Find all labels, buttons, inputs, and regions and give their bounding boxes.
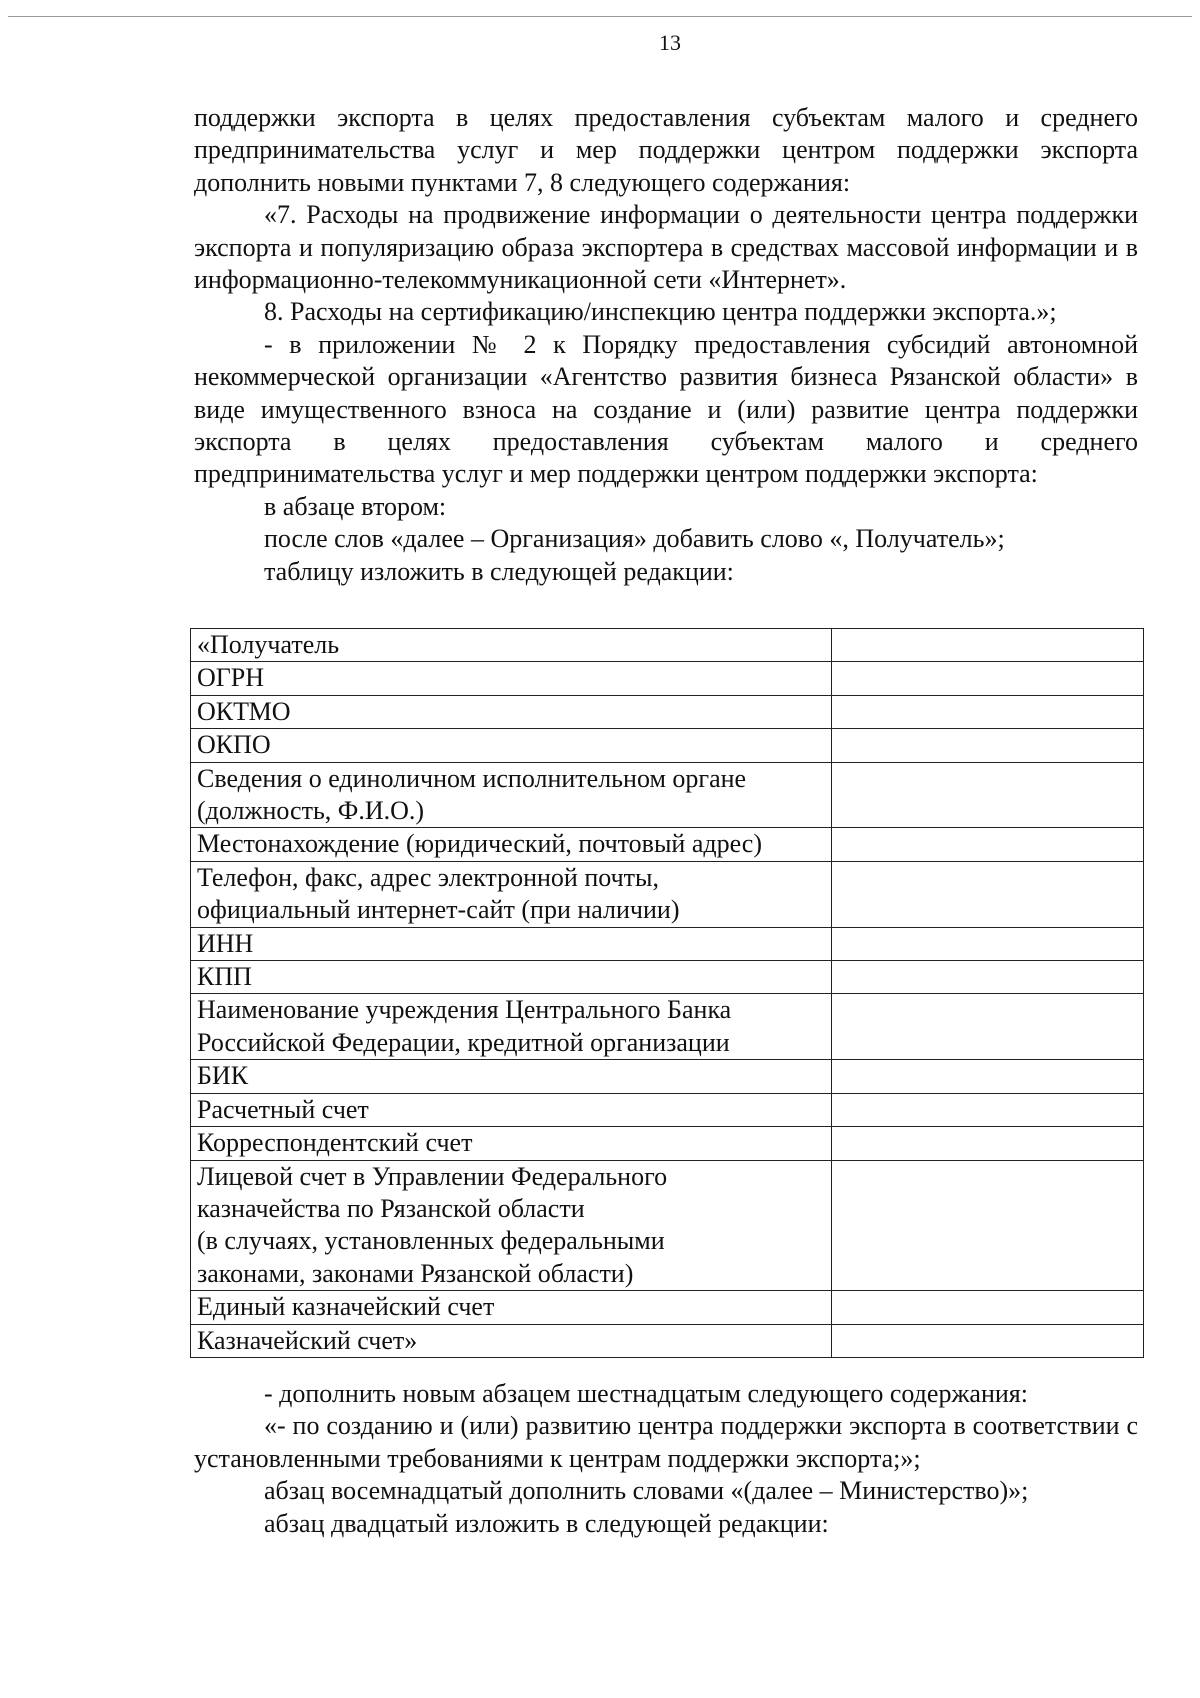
- table-cell-line: Корреспондентский счет: [197, 1128, 473, 1158]
- paragraph-abzac-20: абзац двадцатый изложить в следующей редакции:: [264, 1508, 829, 1538]
- table-row: [191, 1324, 1144, 1357]
- table-cell-label: [191, 729, 832, 762]
- table-cell-line: Казначейский счет»: [197, 1325, 418, 1355]
- table-cell-label: [191, 927, 832, 960]
- table-cell-value: [831, 861, 1143, 927]
- table-cell-line: КПП: [197, 962, 252, 992]
- table-row: [191, 1093, 1144, 1126]
- table-row: [191, 629, 1144, 662]
- table-cell-line: Телефон, факс, адрес электронной почты,: [197, 862, 659, 892]
- requisites-table: [190, 628, 1144, 1358]
- paragraph-new-abzac-16: - дополнить новым абзацем шестнадцатым следующего содержания:: [264, 1379, 1028, 1408]
- paragraph-continuation: поддержки экспорта в целях предоставления субъектам малого и среднего предпринимательства услуг и мер поддержки центром поддержки экспорта дополнить новыми пунктами 7, 8 следующего содержания:: [194, 103, 1138, 197]
- paragraph-table-intro: таблицу изложить в следующей редакции:: [264, 556, 734, 586]
- table-cell-line: Лицевой счет в Управлении Федерального: [197, 1161, 668, 1191]
- table-cell-line: ОКТМО: [197, 696, 291, 726]
- page-number: 13: [659, 30, 681, 55]
- table-cell-value: [831, 828, 1143, 861]
- table-cell-label: [191, 1127, 832, 1160]
- table-cell-line: казначейства по Рязанской области: [197, 1193, 585, 1223]
- table-row: [191, 994, 1144, 1060]
- table-cell-value: [831, 927, 1143, 960]
- table-cell-line: Российской Федерации, кредитной организации: [197, 1027, 730, 1057]
- table-cell-line: официальный интернет-сайт (при наличии): [197, 895, 680, 925]
- paragraph-appendix-2: - в приложении № 2 к Порядку предоставления субсидий автономной некоммерческой организации «Агентство развития бизнеса Рязанской области» в виде имущественного взноса на создание и (или) развитие центра поддержки экспорта в целях предоставления субъектам малого и среднего предпринимательства услуг и мер поддержки центром поддержки экспорта:: [194, 329, 1138, 489]
- paragraph-abzac-18: абзац восемнадцатый дополнить словами «(далее – Министерство)»;: [264, 1476, 1029, 1506]
- table-cell-label: [191, 1160, 832, 1291]
- table-cell-line: «Получатель: [197, 630, 340, 659]
- table-row: [191, 762, 1144, 828]
- table-cell-value: [831, 762, 1143, 828]
- table-cell-line: (в случаях, установленных федеральными: [197, 1226, 665, 1256]
- table-row: [191, 729, 1144, 762]
- table-cell-label: [191, 961, 832, 994]
- top-rule: [8, 16, 1192, 17]
- table-cell-value: [831, 1291, 1143, 1324]
- table-cell-line: ОГРН: [197, 663, 265, 693]
- table-row: [191, 927, 1144, 960]
- table-row: [191, 662, 1144, 695]
- table-cell-label: [191, 1324, 832, 1357]
- table-cell-value: [831, 1060, 1143, 1093]
- table-cell-value: [831, 729, 1143, 762]
- table-row: [191, 1160, 1144, 1291]
- intro-text: [194, 102, 1138, 588]
- after-text: [194, 1378, 1138, 1540]
- table-row: [191, 1127, 1144, 1160]
- table-row: [191, 1291, 1144, 1324]
- table-cell-label: [191, 828, 832, 861]
- table-row: [191, 828, 1144, 861]
- table-cell-line: законами, законами Рязанской области): [197, 1258, 634, 1288]
- table-cell-line: Сведения о единоличном исполнительном органе: [197, 763, 747, 793]
- table-cell-value: [831, 629, 1143, 662]
- table-cell-value: [831, 662, 1143, 695]
- table-row: [191, 1060, 1144, 1093]
- table-cell-value: [831, 1324, 1143, 1357]
- table-cell-label: [191, 1291, 832, 1324]
- table-cell-label: [191, 662, 832, 695]
- table-cell-line: (должность, Ф.И.О.): [197, 796, 425, 826]
- paragraph-export-center: «- по созданию и (или) развитию центра поддержки экспорта в соответствии с установленными требованиями к центрам поддержки экспорта;»;: [194, 1411, 1138, 1473]
- table-row: [191, 961, 1144, 994]
- paragraph-add-word: после слов «далее – Организация» добавить слово «, Получатель»;: [264, 524, 1005, 554]
- table-cell-value: [831, 1160, 1143, 1291]
- table-cell-value: [831, 1093, 1143, 1126]
- table-cell-value: [831, 994, 1143, 1060]
- table-cell-label: [191, 695, 832, 728]
- table-cell-line: БИК: [197, 1061, 249, 1091]
- table-cell-line: Местонахождение (юридический, почтовый адрес): [197, 829, 762, 859]
- table-cell-label: [191, 861, 832, 927]
- table-cell-line: ОКПО: [197, 730, 271, 760]
- paragraph-second-abzac: в абзаце втором:: [264, 491, 447, 521]
- table-cell-label: [191, 994, 832, 1060]
- table-cell-value: [831, 961, 1143, 994]
- paragraph-item-8: 8. Расходы на сертификацию/инспекцию центра поддержки экспорта.»;: [264, 297, 1057, 327]
- table-cell-label: [191, 629, 832, 662]
- table-cell-label: [191, 1093, 832, 1126]
- table-cell-value: [831, 695, 1143, 728]
- paragraph-item-7: «7. Расходы на продвижение информации о деятельности центра поддержки экспорта и популяризацию образа экспортера в средствах массовой информации и в информационно-телекоммуникационной сети «Интернет».: [194, 200, 1138, 295]
- table-row: [191, 861, 1144, 927]
- table-cell-label: [191, 762, 832, 828]
- table-cell-line: Наименование учреждения Центрального Банка: [197, 995, 732, 1025]
- table-cell-label: [191, 1060, 832, 1093]
- table-row: [191, 695, 1144, 728]
- table-cell-line: Единый казначейский счет: [197, 1292, 495, 1322]
- table-cell-line: ИНН: [197, 928, 254, 958]
- table-cell-line: Расчетный счет: [197, 1094, 369, 1124]
- table-cell-value: [831, 1127, 1143, 1160]
